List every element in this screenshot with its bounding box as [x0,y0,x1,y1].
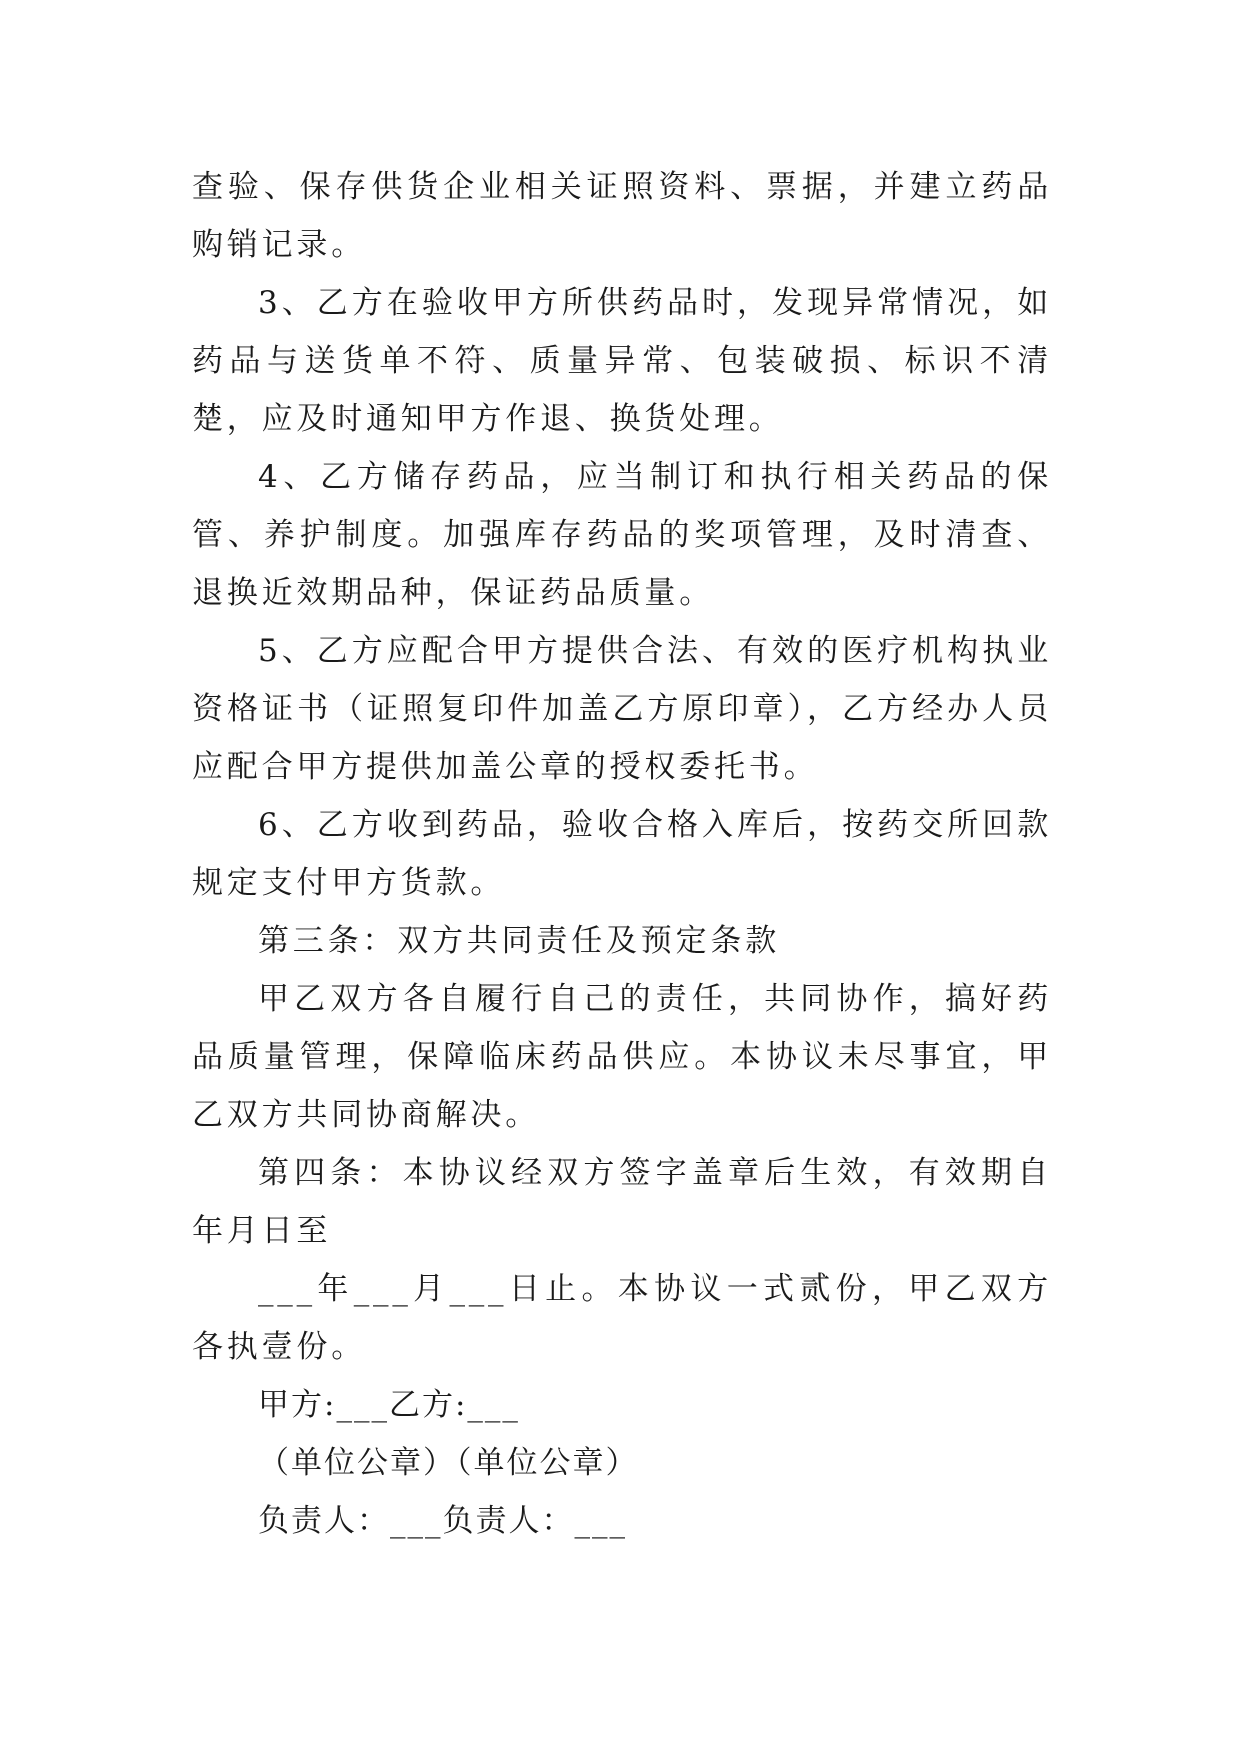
paragraph-clause-5: 5、乙方应配合甲方提供合法、有效的医疗机构执业资格证书（证照复印件加盖乙方原印章），乙方经办人员应配合甲方提供加盖公章的授权委托书。 [192,633,1052,785]
paragraph-term-end: ___年___月___日止。本协议一式贰份，甲乙双方各执壹份。 [192,1271,1052,1365]
signature-parties: 甲方:___乙方:___ [258,1387,520,1423]
document-body [192,158,1052,1550]
signature-responsible-persons: 负责人：___负责人：___ [258,1503,627,1539]
paragraph-clause-6: 6、乙方收到药品，验收合格入库后，按药交所回款规定支付甲方货款。 [192,807,1052,901]
paragraph-records: 查验、保存供货企业相关证照资料、票据，并建立药品购销记录。 [192,169,1052,263]
paragraph-clause-3: 3、乙方在验收甲方所供药品时，发现异常情况，如药品与送货单不符、质量异常、包装破损、标识不清楚，应及时通知甲方作退、换货处理。 [192,285,1052,437]
paragraph-joint-responsibility: 甲乙双方各自履行自己的责任，共同协作，搞好药品质量管理，保障临床药品供应。本协议未尽事宜，甲乙双方共同协商解决。 [192,981,1052,1133]
paragraph-clause-4: 4、乙方储存药品，应当制订和执行相关药品的保管、养护制度。加强库存药品的奖项管理，及时清查、退换近效期品种，保证药品质量。 [192,459,1052,611]
article-4-effective: 第四条：本协议经双方签字盖章后生效，有效期自年月日至 [192,1155,1052,1249]
article-3-heading: 第三条：双方共同责任及预定条款 [258,923,780,959]
signature-seals: （单位公章）（单位公章） [258,1445,639,1481]
